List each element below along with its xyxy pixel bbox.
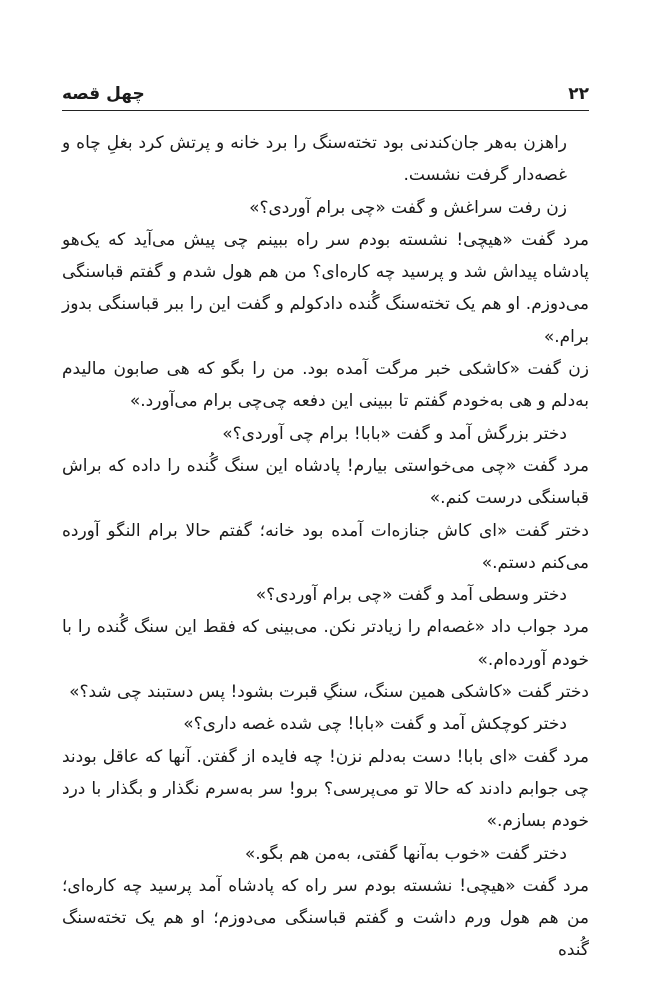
paragraph: دختر گفت «کاشکی همین سنگ، سنگِ قبرت بشود! پس دستبند چی شد؟» bbox=[69, 682, 589, 703]
paragraph: دختر گفت «خوب به‌آنها گفتی، به‌من هم بگو.» bbox=[244, 843, 567, 864]
body-text bbox=[62, 127, 589, 967]
page-header bbox=[62, 80, 589, 111]
paragraph: مرد جواب داد «غصه‌ام را زیادتر نکن. می‌بینی که فقط این سنگ گُنده را با خودم آورده‌ام.» bbox=[62, 617, 589, 670]
paragraph: دختر وسطی آمد و گفت «چی برام آوردی؟» bbox=[255, 585, 567, 606]
paragraph: دختر گفت «ای کاش جنازه‌ات آمده بود خانه؛ گفتم حالا برام النگو آورده می‌کنم دستم.» bbox=[62, 520, 589, 573]
paragraph: دختر بزرگش آمد و گفت «بابا! برام چی آوردی؟» bbox=[222, 423, 567, 444]
paragraph: مرد گفت «هیچی! نشسته بودم سر راه ببینم چی پیش می‌آید که یک‌هو پادشاه پیداش شد و پرسید چه کاره‌ای؟ من هم هول شدم و گفتم قباسنگی می‌دوزم. او هم یک تخته‌سنگ گُنده دادکولم و گفت این را ببر قباسنگی بدوز برام.» bbox=[62, 229, 589, 347]
book-page bbox=[62, 80, 589, 967]
paragraph: مرد گفت «ای بابا! دست به‌دلم نزن! چه فایده از گفتن. آنها که عاقل بودند چی جوابم دادند که حالا تو می‌پرسی؟ برو! سر به‌سرم نگذار و بگذار با درد خودم بسازم.» bbox=[62, 746, 589, 832]
paragraph: مرد گفت «چی می‌خواستی بیارم! پادشاه این سنگ گُنده را داده که براش قباسنگی درست کنم.» bbox=[62, 455, 589, 509]
page-number: ۲۲ bbox=[568, 84, 589, 104]
paragraph: مرد گفت «هیچی! نشسته بودم سر راه که پادشاه آمد پرسید چه کاره‌ای؛ من هم هول ورم داشت و گفتم قباسنگی می‌دوزم؛ او هم یک تخته‌سنگ گُنده bbox=[62, 875, 589, 961]
paragraph: زن رفت سراغش و گفت «چی برام آوردی؟» bbox=[249, 197, 567, 218]
paragraph: راهزن به‌هر جان‌کندنی بود تخته‌سنگ را برد خانه و پرتش کرد بغلِ چاه و غصه‌دار گرفت نشست. bbox=[62, 133, 567, 186]
running-title: چهل قصه bbox=[62, 84, 145, 104]
paragraph: زن گفت «کاشکی خبر مرگت آمده بود. من را بگو که هی صابون مالیدم به‌دلم و هی به‌خودم گفتم تا ببینی این دفعه چی‌چی برام می‌آورد.» bbox=[62, 359, 589, 412]
paragraph: دختر کوچکش آمد و گفت «بابا! چی شده غصه داری؟» bbox=[183, 714, 567, 735]
